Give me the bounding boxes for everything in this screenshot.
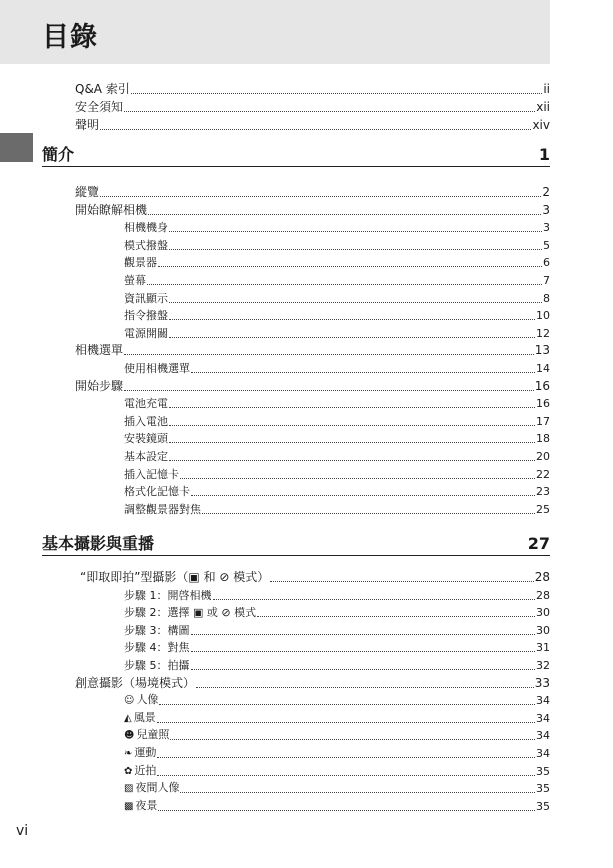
dot-leader [158,809,535,811]
dot-leader [257,615,535,617]
toc-entry-page: 7 [543,274,550,287]
dot-leader [270,580,533,582]
dot-leader [191,371,535,373]
toc-entry-label: 運動 [134,746,157,759]
toc-entry-page: 22 [536,468,550,481]
toc-entry-label: 格式化記憶卡 [124,485,190,498]
night-landscape-icon: ▩ [124,801,134,812]
dot-leader [213,598,536,600]
toc-entry-title [124,502,201,517]
toc-entry-title [124,623,190,638]
toc-entry[interactable] [124,762,550,779]
chapter-title: 基本攝影與重播 [42,534,155,553]
dot-leader [100,128,531,130]
toc-entry-page: 30 [536,606,550,619]
toc-entry-page: 2 [542,185,550,199]
toc-entry-label: 步驟 5：拍攝 [124,659,190,672]
dot-leader [180,791,535,793]
dot-leader [124,110,535,112]
toc-entry-page: 32 [536,659,550,672]
chapter-title: 簡介 [42,145,75,164]
toc-entry-label: 電源開關 [124,327,168,340]
toc-entry-title [124,431,168,446]
toc-entry[interactable] [124,324,550,341]
toc-entry-page: 34 [536,747,550,760]
toc-entry-title [124,449,168,464]
toc-entry-page: xiv [532,118,550,132]
toc-entry-label: 夜間人像 [135,781,180,794]
toc-entry-page: 3 [542,203,550,217]
dot-leader [147,283,542,285]
toc-entry-page: 35 [536,800,550,813]
toc-entry-title [124,361,190,376]
dot-leader [202,512,535,514]
dot-leader [100,195,541,197]
toc-entry-page: 25 [536,503,550,516]
toc-entry-label: 基本設定 [124,450,168,463]
toc-entry[interactable] [124,465,550,482]
toc-entry-label: “即取即拍”型攝影（▣ 和 ⊘ 模式） [80,570,270,584]
dot-leader [157,756,535,758]
toc-entry-page: 28 [534,570,550,584]
chapter-heading[interactable] [42,535,550,556]
dot-leader [169,424,535,426]
toc-entry-title [124,692,158,708]
toc-entry[interactable] [75,201,550,218]
toc-entry-label: 步驟 1：開啓相機 [124,589,212,602]
toc-entry-label: 近拍 [134,764,157,777]
toc-entry[interactable] [124,500,550,517]
child-icon: ☻ [124,730,135,741]
toc-entry-title [75,118,99,133]
dot-leader [169,248,542,250]
toc-entry[interactable] [124,482,550,499]
toc-entry-page: 35 [536,782,550,795]
toc-entry[interactable] [124,447,550,464]
toc-entry[interactable] [124,691,550,708]
toc-entry[interactable] [75,377,550,394]
toc-entry[interactable] [124,306,550,323]
dot-leader [180,477,535,479]
toc-entry[interactable] [124,709,550,726]
toc-entry-page: 12 [536,327,550,340]
dot-leader [157,774,535,776]
toc-entry-label: 兒童照 [136,728,170,741]
portrait-icon: ☺ [124,695,135,706]
toc-entry-title [124,396,168,411]
landscape-icon: ◭ [124,713,132,724]
dot-leader [196,686,534,688]
toc-entry-page: 30 [536,624,550,637]
chapter-side-tab [0,133,33,162]
toc-entry[interactable] [124,236,550,253]
header-band [0,0,550,64]
toc-entry[interactable] [124,359,550,376]
toc-entry-title [124,414,168,429]
toc-entry-page: 20 [536,450,550,463]
toc-entry-page: 17 [536,415,550,428]
toc-entry-title [124,640,190,655]
toc-entry-title [124,308,168,323]
chapter-heading[interactable] [42,146,550,167]
dot-leader [191,650,536,652]
dot-leader [169,336,535,338]
dot-leader [191,494,535,496]
toc-entry-label: 使用相機選單 [124,362,190,375]
toc-entry-label: 步驟 3：構圖 [124,624,190,637]
toc-entry-title [80,570,269,585]
toc-entry-title [75,100,123,115]
toc-entry-page: 14 [536,362,550,375]
toc-entry-label: 安全須知 [75,100,124,114]
toc-entry-title [124,710,156,726]
toc-entry[interactable] [124,638,550,655]
toc-entry-label: 開始步驟 [75,379,124,393]
toc-entry-title [124,220,168,235]
toc-entry[interactable] [124,586,550,603]
toc-entry-page: 13 [534,343,550,357]
toc-entry-title [75,343,123,358]
toc-entry-title [124,484,190,499]
night-portrait-icon: ▨ [124,783,134,794]
sports-icon: ❧ [124,748,133,759]
dot-leader [158,265,542,267]
toc-entry[interactable] [124,253,550,270]
dot-leader [157,721,535,723]
toc-entry-title [75,203,147,218]
dot-leader [131,92,543,94]
toc-entry[interactable] [75,116,550,133]
toc-entry[interactable] [75,183,550,200]
dot-leader [169,230,542,232]
toc-entry-page: 34 [536,729,550,742]
toc-entry-label: 安裝鏡頭 [124,432,168,445]
toc-entry-label: 縱覽 [75,185,100,199]
toc-entry[interactable] [124,429,550,446]
dot-leader [124,353,534,355]
toc-entry-label: 聲明 [75,118,100,132]
close-up-icon: ✿ [124,766,133,777]
toc-entry-title [124,605,256,620]
toc-entry[interactable] [124,726,550,743]
toc-entry-page: 6 [543,256,550,269]
page-title: 目錄 [42,22,98,53]
toc-entry-title [75,379,123,394]
toc-entry-title [124,763,156,779]
toc-entry-page: 18 [536,432,550,445]
toc-entry-label: 步驟 2：選擇 ▣ 或 ⊘ 模式 [124,606,257,619]
toc-entry[interactable] [124,744,550,761]
toc-entry-page: 33 [534,676,550,690]
toc-entry-page: 35 [536,765,550,778]
dot-leader [124,389,534,391]
toc-entry-title [75,676,195,691]
toc-entry-page: 34 [536,712,550,725]
toc-entry-label: 電池充電 [124,397,168,410]
toc-entry[interactable] [124,289,550,306]
toc-entry-label: 資訊顯示 [124,292,168,305]
toc-entry-page: 28 [536,589,550,602]
dot-leader [169,441,535,443]
toc-entry[interactable] [124,412,550,429]
toc-entry-title [124,273,146,288]
toc-entry-label: 開始瞭解相機 [75,203,148,217]
toc-entry-page: 8 [543,292,550,305]
toc-entry-title [124,467,179,482]
toc-entry-label: 步驟 4：對焦 [124,641,190,654]
page-number: vi [16,823,29,839]
toc-entry[interactable] [124,797,550,814]
toc-entry-title [124,238,168,253]
toc-entry-page: 23 [536,485,550,498]
dot-leader [191,668,536,670]
toc-entry-label: 模式撥盤 [124,239,168,252]
toc-entry-page: 31 [536,641,550,654]
toc-entry-page: ii [543,82,550,96]
toc-entry-page: 10 [536,309,550,322]
toc-entry-title [75,82,130,97]
toc-entry-label: 插入記憶卡 [124,468,179,481]
toc-entry-page: 16 [534,379,550,393]
chapter-page: 27 [527,534,550,553]
toc-entry-label: 相機選單 [75,343,124,357]
toc-entry[interactable] [75,98,550,115]
toc-entry[interactable] [75,674,550,691]
toc-entry-title [124,780,179,796]
chapter-page: 1 [538,145,550,164]
toc-entry-title [75,185,99,200]
dot-leader [169,301,542,303]
toc-entry-label: 創意攝影（場境模式） [75,676,196,690]
toc-entry-label: 人像 [136,693,159,706]
toc-entry[interactable] [124,218,550,235]
toc-entry[interactable] [124,603,550,620]
toc-entry-label: 指令撥盤 [124,309,168,322]
toc-entry-label: 調整觀景器對焦 [124,503,201,516]
toc-entry[interactable] [124,271,550,288]
toc-entry-page: 34 [536,694,550,707]
toc-entry-label: 觀景器 [124,256,157,269]
toc-entry-title [124,588,212,603]
toc-entry[interactable] [80,568,550,585]
toc-entry-label: 相機機身 [124,221,168,234]
toc-entry-page: 5 [543,239,550,252]
toc-entry-page: 16 [536,397,550,410]
dot-leader [159,703,535,705]
toc-entry-label: 夜景 [135,799,158,812]
toc-entry-title [124,798,157,814]
dot-leader [169,406,535,408]
toc-entry-label: 螢幕 [124,274,146,287]
dot-leader [170,738,535,740]
toc-entry-title [124,658,190,673]
toc-entry[interactable] [124,394,550,411]
dot-leader [148,213,541,215]
toc-entry-label: 風景 [133,711,156,724]
toc-entry-page: 3 [543,221,550,234]
toc-entry-title [124,255,157,270]
toc-entry[interactable] [124,621,550,638]
toc-entry[interactable] [124,779,550,796]
toc-entry-title [124,745,156,761]
toc-entry-label: 插入電池 [124,415,168,428]
toc-entry-label: Q&A 索引 [75,82,130,96]
toc-entry-page: xii [536,100,550,114]
dot-leader [169,459,535,461]
toc-entry-title [124,727,169,743]
toc-entry-title [124,291,168,306]
toc-entry[interactable] [75,80,550,97]
dot-leader [169,318,535,320]
dot-leader [191,633,536,635]
toc-entry-title [124,326,168,341]
toc-entry[interactable] [124,656,550,673]
toc-entry[interactable] [75,341,550,358]
